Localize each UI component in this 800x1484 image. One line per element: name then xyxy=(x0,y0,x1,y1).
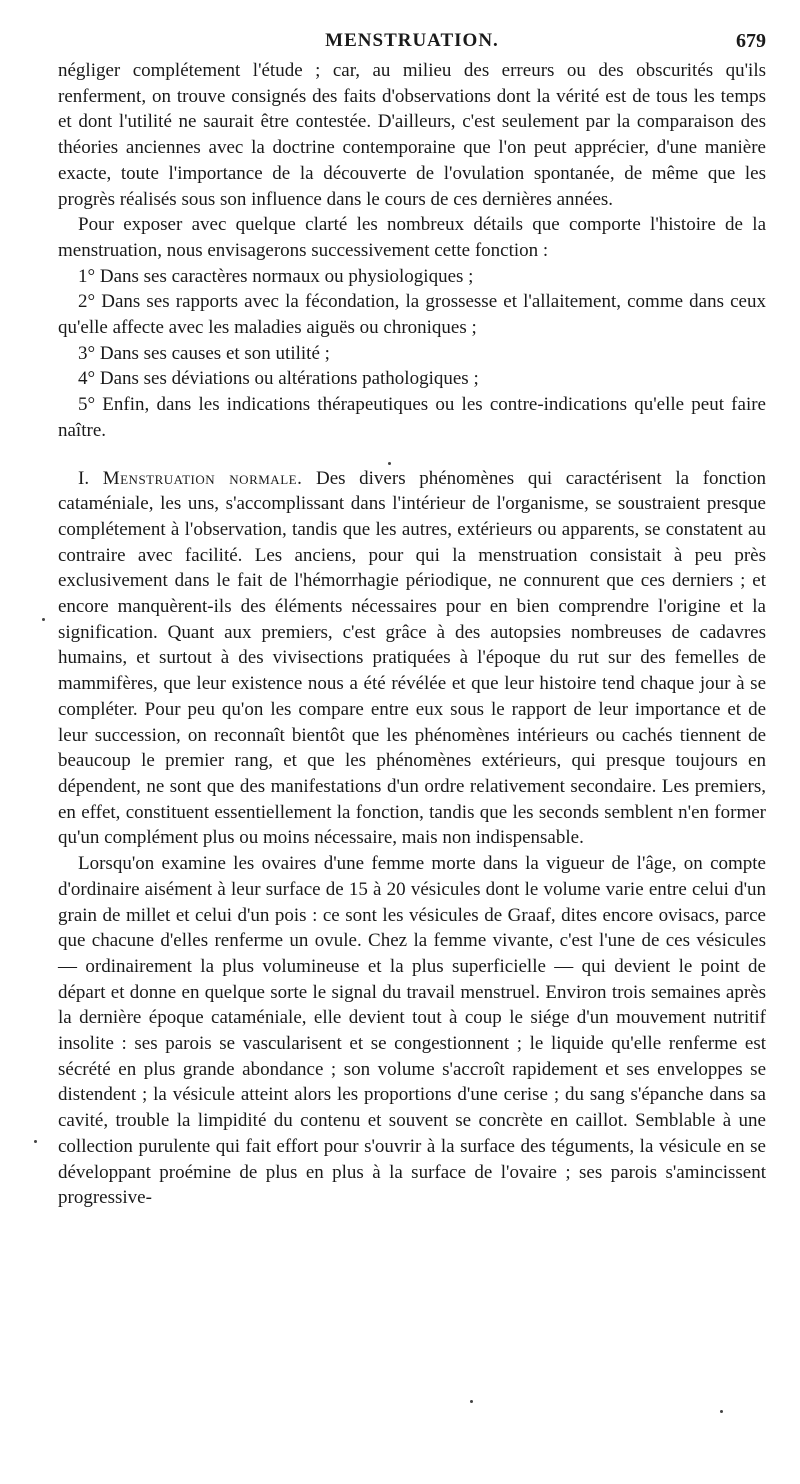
section-text: Des divers phénomènes qui caractérisent la fonction cataméniale, les uns, s'accomplissant dans l'intérieur de l'organisme, se soustraient presque complétement à l'observation, tandis que les autres, extérieurs ou apparents, se constatent au contraire avec facilité. Les anciens, pour qui la menstruation consistait à peu près exclusivement dans le fait de l'hémorrhagie périodique, ne connurent que ces derniers ; et encore manquèrent-ils des éléments nécessaires pour en bien comprendre l'origine et la signification. Quant aux premiers, c'est grâce à des autopsies nombreuses de cadavres humains, et surtout à des vivisections pratiquées à l'époque du rut sur des femelles de mammifères, que leur existence nous a été révélée et que leur histoire tend chaque jour à se compléter. Pour peu qu'on les compare entre eux sous le rapport de leur importance et de leur succession, on reconnaît bientôt que les phénomènes intérieurs ou cachés tiennent de beaucoup le premier rang, et que les phénomènes extérieurs, qui presque toujours en dépendent, ne sont que des manifestations d'un ordre relativement secondaire. Les premiers, en effet, constituent essentiellement la fonction, tandis que les seconds semblent n'en former qu'un complément plus ou moins nécessaire, mais non indispensable. xyxy=(58,467,767,849)
book-page xyxy=(58,28,766,1211)
paragraph-intro: négliger complétement l'étude ; car, au milieu des erreurs ou des obscurités qu'ils renferment, on trouve consignés des faits d'observations dont la vérité est de tous les temps et dont l'utilité ne saurait être contestée. D'ailleurs, c'est seulement par la comparaison des théories anciennes avec la doctrine contemporaine que l'on peut apprécier, d'une manière exacte, toute l'importance de la découverte de l'ovulation spontanée, de même que les progrès réalisés sous son influence dans le cours de ces dernières années. xyxy=(58,60,766,210)
stray-dot xyxy=(388,462,391,465)
list-item: 5° Enfin, dans les indications thérapeutiques ou les contre-indications qu'elle peut faire naître. xyxy=(58,394,766,441)
stray-dot xyxy=(42,618,45,621)
list-item: 1° Dans ses caractères normaux ou physiologiques ; xyxy=(78,265,474,287)
running-head xyxy=(58,28,766,58)
plan-list xyxy=(58,264,766,444)
section-spacer xyxy=(58,444,766,466)
list-item: 4° Dans ses déviations ou altérations pathologiques ; xyxy=(78,368,479,390)
stray-dot xyxy=(470,1400,473,1403)
stray-dot xyxy=(720,1410,723,1413)
stray-dot xyxy=(34,1140,37,1143)
paragraph-plan: Pour exposer avec quelque clarté les nombreux détails que comporte l'histoire de la menstruation, nous envisagerons successivement cette fonction : xyxy=(58,214,766,261)
running-title: MENSTRUATION. xyxy=(325,30,499,51)
section-number: I. xyxy=(78,467,90,489)
section-heading: Menstruation normale. xyxy=(102,467,303,489)
list-item: 3° Dans ses causes et son utilité ; xyxy=(78,342,330,364)
section-paragraph-2: Lorsqu'on examine les ovaires d'une femme morte dans la vigueur de l'âge, on compte d'ordinaire aisément à leur surface de 15 à 20 vésicules dont le volume varie entre celui d'un grain de millet et celui d'un pois : ce sont les vésicules de Graaf, dites encore ovisacs, parce que chacune d'elles renferme un ovule. Chez la femme vivante, c'est l'une de ces vésicules — ordinairement la plus volumineuse et la plus superficielle — qui devient le point de départ et donne en quelque sorte le signal du travail menstruel. Environ trois semaines après la dernière époque cataméniale, elle devient tout à coup le siége d'un mouvement nutritif insolite : ses parois se vascularisent et se congestionnent ; le liquide qu'elle renferme est sécrété en plus grande abondance ; son volume s'accroît rapidement et ses enveloppes se distendent ; la vésicule atteint alors les proportions d'une cerise ; du sang s'épanche dans sa cavité, trouble la limpidité du contenu et souvent se concrète en caillot. Semblable à une collection purulente qui fait effort pour s'ouvrir à la surface des téguments, la vésicule en se développant proémine de plus en plus à la surface de l'ovaire ; ses parois s'amincissent progressive- xyxy=(58,853,766,1209)
page-number: 679 xyxy=(736,30,766,52)
list-item: 2° Dans ses rapports avec la fécondation, la grossesse et l'allaitement, comme dans ceux qu'elle affecte avec les maladies aiguës ou chroniques ; xyxy=(58,291,766,339)
section-paragraph-1 xyxy=(58,466,766,852)
